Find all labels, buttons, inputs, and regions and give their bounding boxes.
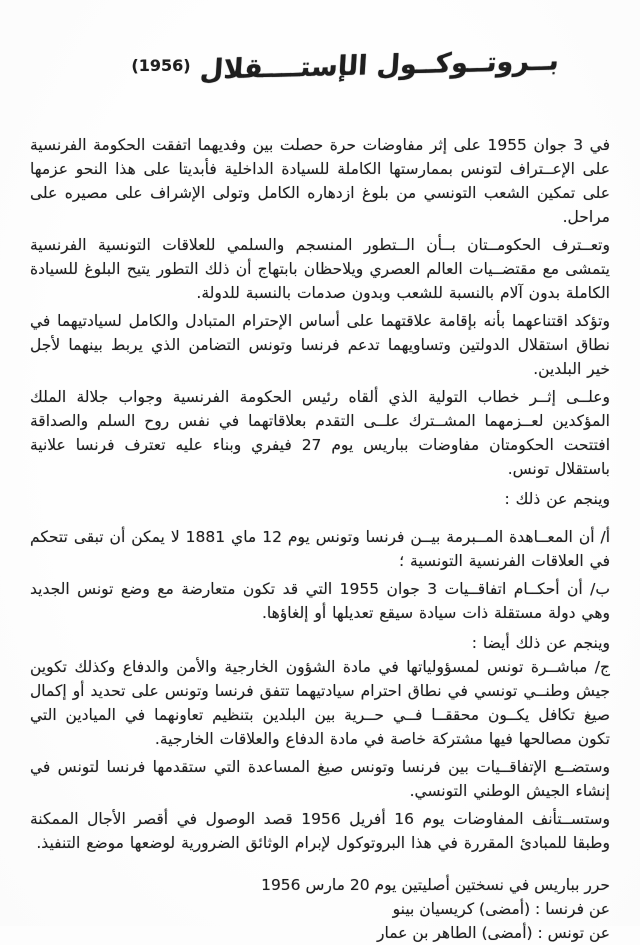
paragraph-army-assistance: وستضــع الإتفاقــيات بين فرنسا وتونس صيغ المساعدة التي ستقدمها فرنسا لتونس في إنشاء الجيش الوطني التونسي. [30,758,610,800]
paragraph-negotiations-1955: في 3 جوان 1955 على إثر مفاوضات حرة حصلت بين وفديهما اتفقت الحكومة الفرنسية على الإعــتراف لتونس بممارستها الكاملة للسيادة الداخلية فأبديتا على هذا النحو عزمها على تمكين الشعب التونسي من بلوغ ازدهاره الكامل وتولى الإشراف على مصيره على مراحل. [30,136,610,226]
document-title [131,45,560,86]
title-year: (1956) [131,56,191,75]
paragraph-investiture-speech: وعلــى إثــر خطاب التولية الذي ألقاه رئيس الحكومة الفرنسية وجواب جلالة الملك المؤكدين لعــزمهما المشــترك علــى التقدم بعلاقاتهما في نفس روح السلم والصداقة افتتحت الحكومتان مفاوضات بباريس يوم 27 فيفري وبناء عليه تعترف فرنسا علانية باستقلال تونس. [30,388,611,478]
title-calligraphy: بــروتــوكــول الإستــــقلال [198,45,560,86]
document-body [30,133,610,855]
consequences-heading: وينجم عن ذلك : [504,490,610,508]
item-c-sovereign-responsibilities: ج/ مباشــرة تونس لمسؤولياتها في مادة الشؤون الخارجية والأمن والدفاع وكذلك تكوين جيش وطنــي تونسي في نطاق احترام سيادتيهما تتفق فرنسا وتونس على تحديد أو إكمال صيغ تكافل يكــون محققــا فــي حــرية بين البلدين بتنظيم تعاونهما في الميادين التي تكون مصالحها فيها مشتركة خاصة في مادة الدفاع والعلاقات الخارجية. [30,658,610,748]
paragraph-resume-negotiations: وستســتأنف المفاوضات يوم 16 أفريل 1956 قصد الوصول في أقصر الأجال الممكنة وطبقا للمبادئ المقررة في هذا البروتوكول لإبرام الوثائق الضرورية لوضعها موضع التنفيذ. [30,810,610,852]
signature-block [100,873,610,945]
paragraph-mutual-respect: وتؤكد اقتناعهما بأنه بإقامة علاقتهما على أساس الإحترام المتبادل والكامل لسيادتيهما في نطاق استقلال الدولتين وتساويهما تدعم فرنسا وتونس التضامن الذي يربط بينهما لأجل خير البلدين. [30,312,610,378]
document-header [30,45,610,86]
item-b-conventions-1955: ب/ أن أحكــام اتفاقــيات 3 جوان 1955 التي قد تكون متعارضة مع وضع تونس الجديد وهي دولة مستقلة ذات سيادة سيقع تعديلها أو إلغاؤها. [30,580,610,622]
paragraph-harmonious-development: وتعــترف الحكومــتان بــأن الــتطور المنسجم والسلمي للعلاقات التونسية الفرنسية يتمشى مع مقتضــيات العالم العصري ويلاحظان بابتهاج أن ذلك التطور يتيح البلوغ للسيادة الكاملة بدون آلام بالنسبة للشعب وبدون صدمات بالنسبة للدولة. [30,236,610,302]
signature-france: عن فرنسا : (أمضى) كريسيان بينو [392,900,610,918]
consequences-also-heading: وينجم عن ذلك أيضا : [471,634,610,652]
item-a-treaty-1881: أ/ أن المعــاهدة المــبرمة بيــن فرنسا وتونس يوم 12 ماي 1881 لا يمكن أن تبقى تتحكم في العلاقات الفرنسية التونسية ؛ [30,528,611,570]
signature-place-date: حرر بباريس في نسختين أصليتين يوم 20 مارس 1956 [261,876,610,894]
signature-tunisia: عن تونس : (أمضى) الطاهر بن عمار [376,924,610,942]
